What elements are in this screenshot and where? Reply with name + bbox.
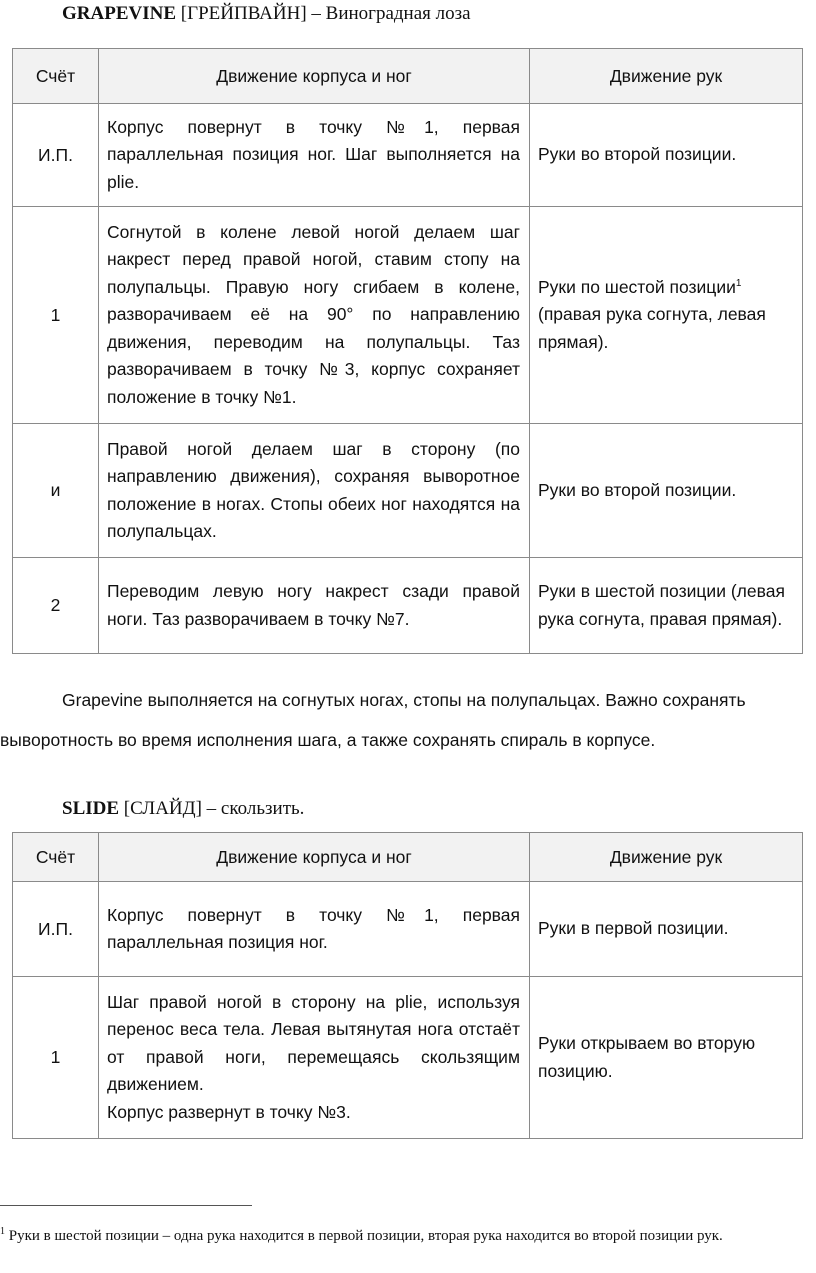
count-cell: 1 (13, 977, 99, 1139)
count-cell: 2 (13, 558, 99, 654)
paragraph-line: Grapevine выполняется на согнутых ногах, стопы на полупальцах. Важно сохранять (62, 690, 746, 710)
arms-movement-cell: Руки во второй позиции. (530, 104, 803, 207)
footnote-reference[interactable]: 1 (735, 277, 742, 289)
arms-text-continued: (правая рука согнута, левая прямая). (538, 304, 766, 352)
title-rest: [СЛАЙД] – скользить. (119, 798, 305, 819)
description-paragraph (0, 680, 816, 760)
footnote-separator (0, 1205, 252, 1206)
footnote (0, 1224, 816, 1248)
arms-text: Руки по шестой позиции (538, 276, 736, 297)
arms-movement-cell: Руки открываем во вторую позицию. (530, 977, 803, 1139)
column-header-count: Счёт (13, 49, 99, 104)
table-row (13, 207, 803, 424)
arms-movement-cell (530, 207, 803, 424)
column-header-arms: Движение рук (530, 49, 803, 104)
body-movement-text: Шаг правой ногой в сторону на plie, используя перенос веса тела. Левая вытянутая нога отстаёт от правой ноги, перемещаясь скользящим движением. (107, 991, 520, 1095)
count-cell: 1 (13, 207, 99, 424)
section-title-slide (62, 797, 304, 821)
body-movement-text: Корпус повернут в точку №1, первая параллельная позиция ног. Шаг выполняется на plie. (107, 116, 520, 192)
column-header-body: Движение корпуса и ног (99, 833, 530, 882)
body-movement-cell (99, 882, 530, 977)
table-row (13, 558, 803, 654)
body-movement-text: Правой ногой делаем шаг в сторону (по направлению движения), сохраняя выворотное положение в ногах. Стопы обеих ног находятся на полупальцах. (107, 438, 520, 541)
footnote-text: Руки в шестой позиции – одна рука находится в первой позиции, вторая рука находится во второй позиции рук. (5, 1228, 723, 1244)
table-header-row (13, 833, 803, 882)
body-movement-cell (99, 977, 530, 1139)
body-movement-text: Корпус повернут в точку №1, первая параллельная позиция ног. (107, 904, 520, 952)
title-bold: SLIDE (62, 798, 120, 819)
grapevine-table (12, 48, 803, 654)
arms-movement-cell: Руки в шестой позиции (левая рука согнута, правая прямая). (530, 558, 803, 654)
table-row (13, 882, 803, 977)
title-bold: GRAPEVINE (62, 3, 177, 24)
title-rest: [ГРЕЙПВАЙН] – Виноградная лоза (176, 3, 471, 24)
body-movement-text: Переводим левую ногу накрест сзади правой ноги. Таз разворачиваем в точку №7. (107, 581, 520, 629)
table-row (13, 424, 803, 558)
count-cell: и (13, 424, 99, 558)
footnote-marker: 1 (0, 1226, 5, 1237)
column-header-arms: Движение рук (530, 833, 803, 882)
body-movement-cell (99, 558, 530, 654)
slide-table (12, 832, 803, 1139)
count-cell: И.П. (13, 104, 99, 207)
table-row (13, 977, 803, 1139)
body-movement-cell (99, 424, 530, 558)
body-movement-cell (99, 104, 530, 207)
table-header-row (13, 49, 803, 104)
column-header-count: Счёт (13, 833, 99, 882)
body-movement-cell (99, 207, 530, 424)
table-row (13, 104, 803, 207)
paragraph-line: выворотность во время исполнения шага, а также сохранять спираль в корпусе. (0, 730, 656, 750)
section-title-grapevine (62, 2, 471, 26)
arms-movement-cell: Руки в первой позиции. (530, 882, 803, 977)
body-movement-text: Согнутой в колене левой ногой делаем шаг накрест перед правой ногой, ставим стопу на полупальцы. Правую ногу сгибаем в колене, разворачиваем её на 90° по направлению движения, переводим на полупальцы. Таз разворачиваем в точку №3, корпус сохраняет положение в точку №1. (107, 221, 520, 407)
arms-movement-cell: Руки во второй позиции. (530, 424, 803, 558)
count-cell: И.П. (13, 882, 99, 977)
body-movement-text: Корпус развернут в точку №3. (107, 1101, 351, 1122)
column-header-body: Движение корпуса и ног (99, 49, 530, 104)
